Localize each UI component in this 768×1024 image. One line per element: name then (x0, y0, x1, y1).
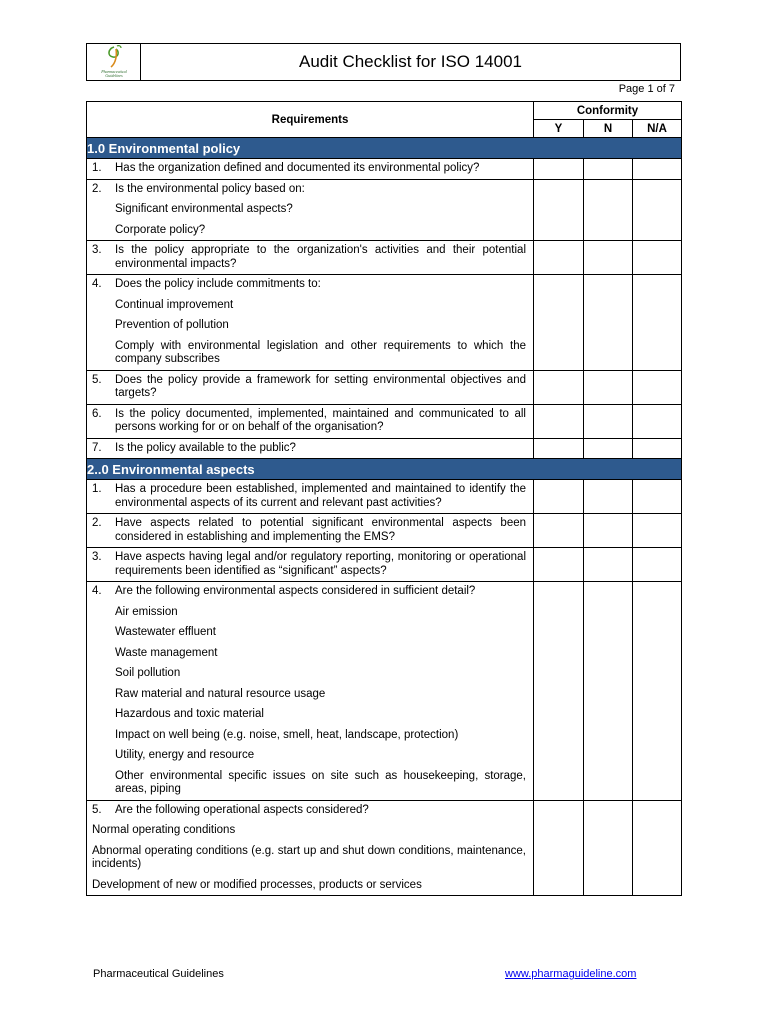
checklist-row (87, 548, 682, 582)
header-box (86, 43, 681, 81)
conformity-n-checkbox[interactable] (584, 438, 633, 459)
requirement-line (92, 183, 526, 197)
checklist-row (87, 480, 682, 514)
conformity-na-checkbox[interactable] (633, 480, 682, 514)
conformity-y-checkbox[interactable] (534, 241, 584, 275)
checklist-row (87, 275, 682, 371)
conformity-na-checkbox[interactable] (633, 800, 682, 896)
conformity-na-checkbox[interactable] (633, 159, 682, 180)
conformity-n-checkbox[interactable] (584, 179, 633, 241)
requirement-subitem: Development of new or modified processes, products or services (92, 878, 422, 891)
requirement-text: Does the policy provide a framework for setting environmental objectives and targets? (115, 373, 526, 399)
na-column-header: N/A (633, 120, 682, 138)
conformity-n-checkbox[interactable] (584, 480, 633, 514)
conformity-y-checkbox[interactable] (534, 514, 584, 548)
requirement-text: Has the organization defined and documented its environmental policy? (115, 162, 480, 174)
checklist-row (87, 370, 682, 404)
requirements-header: Requirements (87, 102, 534, 138)
checklist-row (87, 438, 682, 459)
requirement-line (92, 278, 526, 292)
requirement-cell (87, 179, 534, 241)
conformity-n-checkbox[interactable] (584, 159, 633, 180)
conformity-na-checkbox[interactable] (633, 548, 682, 582)
requirement-number: 3. (92, 244, 102, 256)
requirement-text: Is the policy available to the public? (115, 441, 296, 454)
conformity-na-checkbox[interactable] (633, 582, 682, 801)
requirement-text: Does the policy include commitments to: (115, 278, 321, 290)
requirement-text: Are the following environmental aspects considered in sufficient detail? (115, 585, 476, 597)
requirement-number: 4. (92, 278, 102, 290)
requirement-line (92, 244, 526, 271)
requirement-cell (87, 800, 534, 896)
requirement-subitem: Raw material and natural resource usage (115, 687, 326, 700)
conformity-n-checkbox[interactable] (584, 275, 633, 371)
requirement-subitem: Wastewater effluent (115, 626, 216, 638)
conformity-n-checkbox[interactable] (584, 548, 633, 582)
requirement-cell (87, 370, 534, 404)
requirement-text: Has a procedure been established, implemented and maintained to identify the environmental aspects of its current and relevant past activities? (115, 483, 526, 509)
checklist-row (87, 514, 682, 548)
conformity-y-checkbox[interactable] (534, 275, 584, 371)
requirement-number: 1. (92, 483, 102, 495)
requirement-subitem: Hazardous and toxic material (115, 708, 264, 720)
checklist-row (87, 404, 682, 438)
requirement-text: Is the environmental policy based on: (115, 182, 305, 195)
conformity-na-checkbox[interactable] (633, 404, 682, 438)
requirement-subitem: Normal operating conditions (92, 824, 236, 836)
requirement-subitem: Other environmental specific issues on site such as housekeeping, storage, areas, piping (115, 769, 526, 795)
requirement-subitem: Waste management (115, 646, 218, 659)
conformity-y-checkbox[interactable] (534, 582, 584, 801)
conformity-n-checkbox[interactable] (584, 582, 633, 801)
requirement-line (92, 408, 526, 435)
requirement-text: Are the following operational aspects considered? (115, 803, 369, 816)
conformity-n-checkbox[interactable] (584, 404, 633, 438)
conformity-na-checkbox[interactable] (633, 438, 682, 459)
conformity-n-checkbox[interactable] (584, 370, 633, 404)
conformity-header: Conformity (534, 102, 682, 120)
requirement-number: 5. (92, 803, 102, 816)
conformity-y-checkbox[interactable] (534, 548, 584, 582)
section-header-row (87, 459, 682, 480)
conformity-y-checkbox[interactable] (534, 159, 584, 180)
section-header-row (87, 138, 682, 159)
requirement-cell (87, 275, 534, 371)
requirement-subitem: Soil pollution (115, 667, 181, 679)
requirement-number: 3. (92, 551, 102, 563)
conformity-y-checkbox[interactable] (534, 370, 584, 404)
requirement-subitem: Impact on well being (e.g. noise, smell, heat, landscape, protection) (115, 728, 459, 741)
footer-website-link[interactable]: www.pharmaguideline.com (505, 968, 637, 980)
logo-text-line-2: Guidelines (105, 73, 123, 78)
conformity-na-checkbox[interactable] (633, 514, 682, 548)
requirement-line (92, 483, 526, 510)
checklist-row (87, 179, 682, 241)
requirement-number: 4. (92, 585, 102, 597)
requirement-text: Is the policy documented, implemented, maintained and communicated to all persons working for or on behalf of the organisation? (115, 407, 526, 433)
requirement-line (92, 374, 526, 401)
conformity-n-checkbox[interactable] (584, 241, 633, 275)
requirement-number: 6. (92, 407, 102, 420)
requirement-subitem: Utility, energy and resource (115, 749, 255, 761)
requirement-line (92, 804, 526, 818)
requirement-cell (87, 480, 534, 514)
section-title: 2..0 Environmental aspects (87, 459, 682, 480)
conformity-na-checkbox[interactable] (633, 179, 682, 241)
requirement-text: Is the policy appropriate to the organization's activities and their potential environmental impacts? (115, 244, 526, 270)
requirement-text: Have aspects having legal and/or regulatory reporting, monitoring or operational requirements been identified as “significant” aspects? (115, 551, 526, 577)
requirement-line (92, 162, 526, 176)
requirement-subitem: Comply with environmental legislation and other requirements to which the company subscribes (115, 339, 526, 365)
conformity-na-checkbox[interactable] (633, 370, 682, 404)
document-title: Audit Checklist for ISO 14001 (298, 52, 522, 71)
requirement-subitem: Significant environmental aspects? (115, 203, 293, 215)
conformity-n-checkbox[interactable] (584, 514, 633, 548)
logo-text-line-1: Pharmaceutical (101, 69, 127, 74)
page-number: Page 1 of 7 (618, 83, 675, 95)
requirement-cell (87, 404, 534, 438)
requirement-cell (87, 438, 534, 459)
requirement-number: 1. (92, 162, 102, 174)
requirement-number: 2. (92, 182, 102, 195)
conformity-na-checkbox[interactable] (633, 241, 682, 275)
y-column-header: Y (534, 120, 584, 138)
conformity-y-checkbox[interactable] (534, 438, 584, 459)
requirement-cell (87, 582, 534, 801)
requirement-text: Have aspects related to potential significant environmental aspects been considered in establishing and implementing the EMS? (115, 517, 526, 543)
conformity-na-checkbox[interactable] (633, 275, 682, 371)
requirement-line (92, 442, 526, 456)
checklist-row (87, 800, 682, 896)
checklist-table (86, 101, 682, 896)
conformity-y-checkbox[interactable] (534, 480, 584, 514)
requirement-subitem: Air emission (115, 605, 178, 618)
footer-company: Pharmaceutical Guidelines (93, 968, 224, 980)
requirement-number: 5. (92, 373, 102, 386)
section-title: 1.0 Environmental policy (87, 138, 682, 159)
requirement-subitem: Abnormal operating conditions (e.g. start up and shut down conditions, maintenance, incidents) (92, 844, 526, 870)
requirement-number: 2. (92, 517, 102, 529)
requirement-cell (87, 241, 534, 275)
requirement-line (92, 585, 526, 599)
requirement-line (92, 551, 526, 578)
requirement-number: 7. (92, 441, 102, 454)
conformity-y-checkbox[interactable] (534, 179, 584, 241)
conformity-n-checkbox[interactable] (584, 800, 633, 896)
requirement-cell (87, 514, 534, 548)
requirement-subitem: Prevention of pollution (115, 319, 229, 331)
checklist-row (87, 159, 682, 180)
requirement-cell (87, 159, 534, 180)
requirement-cell (87, 548, 534, 582)
checklist-row (87, 582, 682, 801)
company-logo (87, 44, 141, 80)
conformity-y-checkbox[interactable] (534, 800, 584, 896)
requirement-subitem: Continual improvement (115, 298, 234, 311)
n-column-header: N (584, 120, 633, 138)
checklist-row (87, 241, 682, 275)
requirement-subitem: Corporate policy? (115, 223, 206, 236)
conformity-y-checkbox[interactable] (534, 404, 584, 438)
leaf-logo-icon (104, 45, 124, 69)
requirement-line (92, 517, 526, 544)
